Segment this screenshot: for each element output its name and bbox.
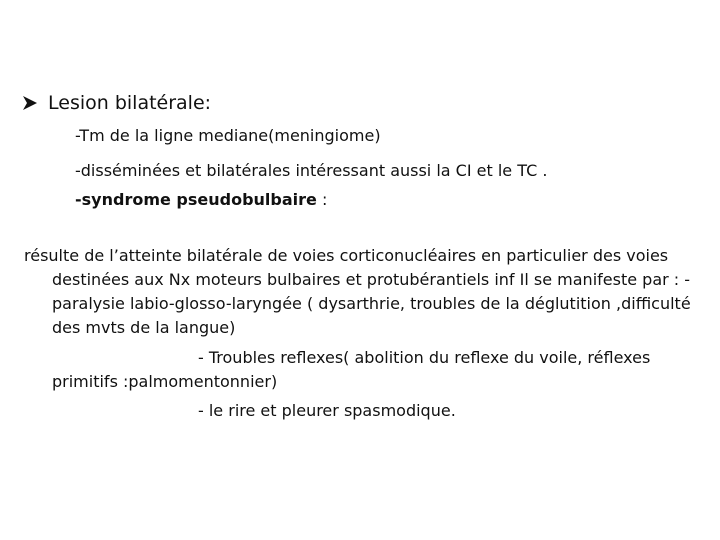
paragraph-line: résulte de l’atteinte bilatérale de voies corticonucléaires en particulier des voies: [24, 246, 669, 265]
sub-item-pseudobulbar: [75, 190, 327, 210]
paragraph-line: destinées aux Nx moteurs bulbaires et protubérantiels inf Il se manifeste par : -: [52, 270, 691, 289]
heading-row: [22, 88, 211, 118]
paragraph-line: primitifs :palmomentonnier): [52, 372, 278, 391]
paragraph-line: des mvts de la langue): [52, 318, 236, 337]
paragraph-line-spasmodic: - le rire et pleurer spasmodique.: [198, 401, 456, 420]
sub-item-disseminated: -disséminées et bilatérales intéressant aussi la CI et le TC .: [75, 161, 548, 180]
heading-text: Lesion bilatérale:: [48, 92, 212, 114]
paragraph-line: paralysie labio-glosso-laryngée ( dysarthrie, troubles de la déglutition ,difficulté: [52, 294, 691, 313]
paragraph-line-reflexes: - Troubles reflexes( abolition du reflexe du voile, réflexes: [198, 348, 651, 367]
arrow-bullet-icon: [22, 95, 38, 111]
pseudobulbar-label: -syndrome pseudobulbaire: [75, 190, 317, 209]
pseudobulbar-colon: :: [321, 190, 328, 209]
sub-item-tumor: -Tm de la ligne mediane(meningiome): [75, 126, 381, 145]
